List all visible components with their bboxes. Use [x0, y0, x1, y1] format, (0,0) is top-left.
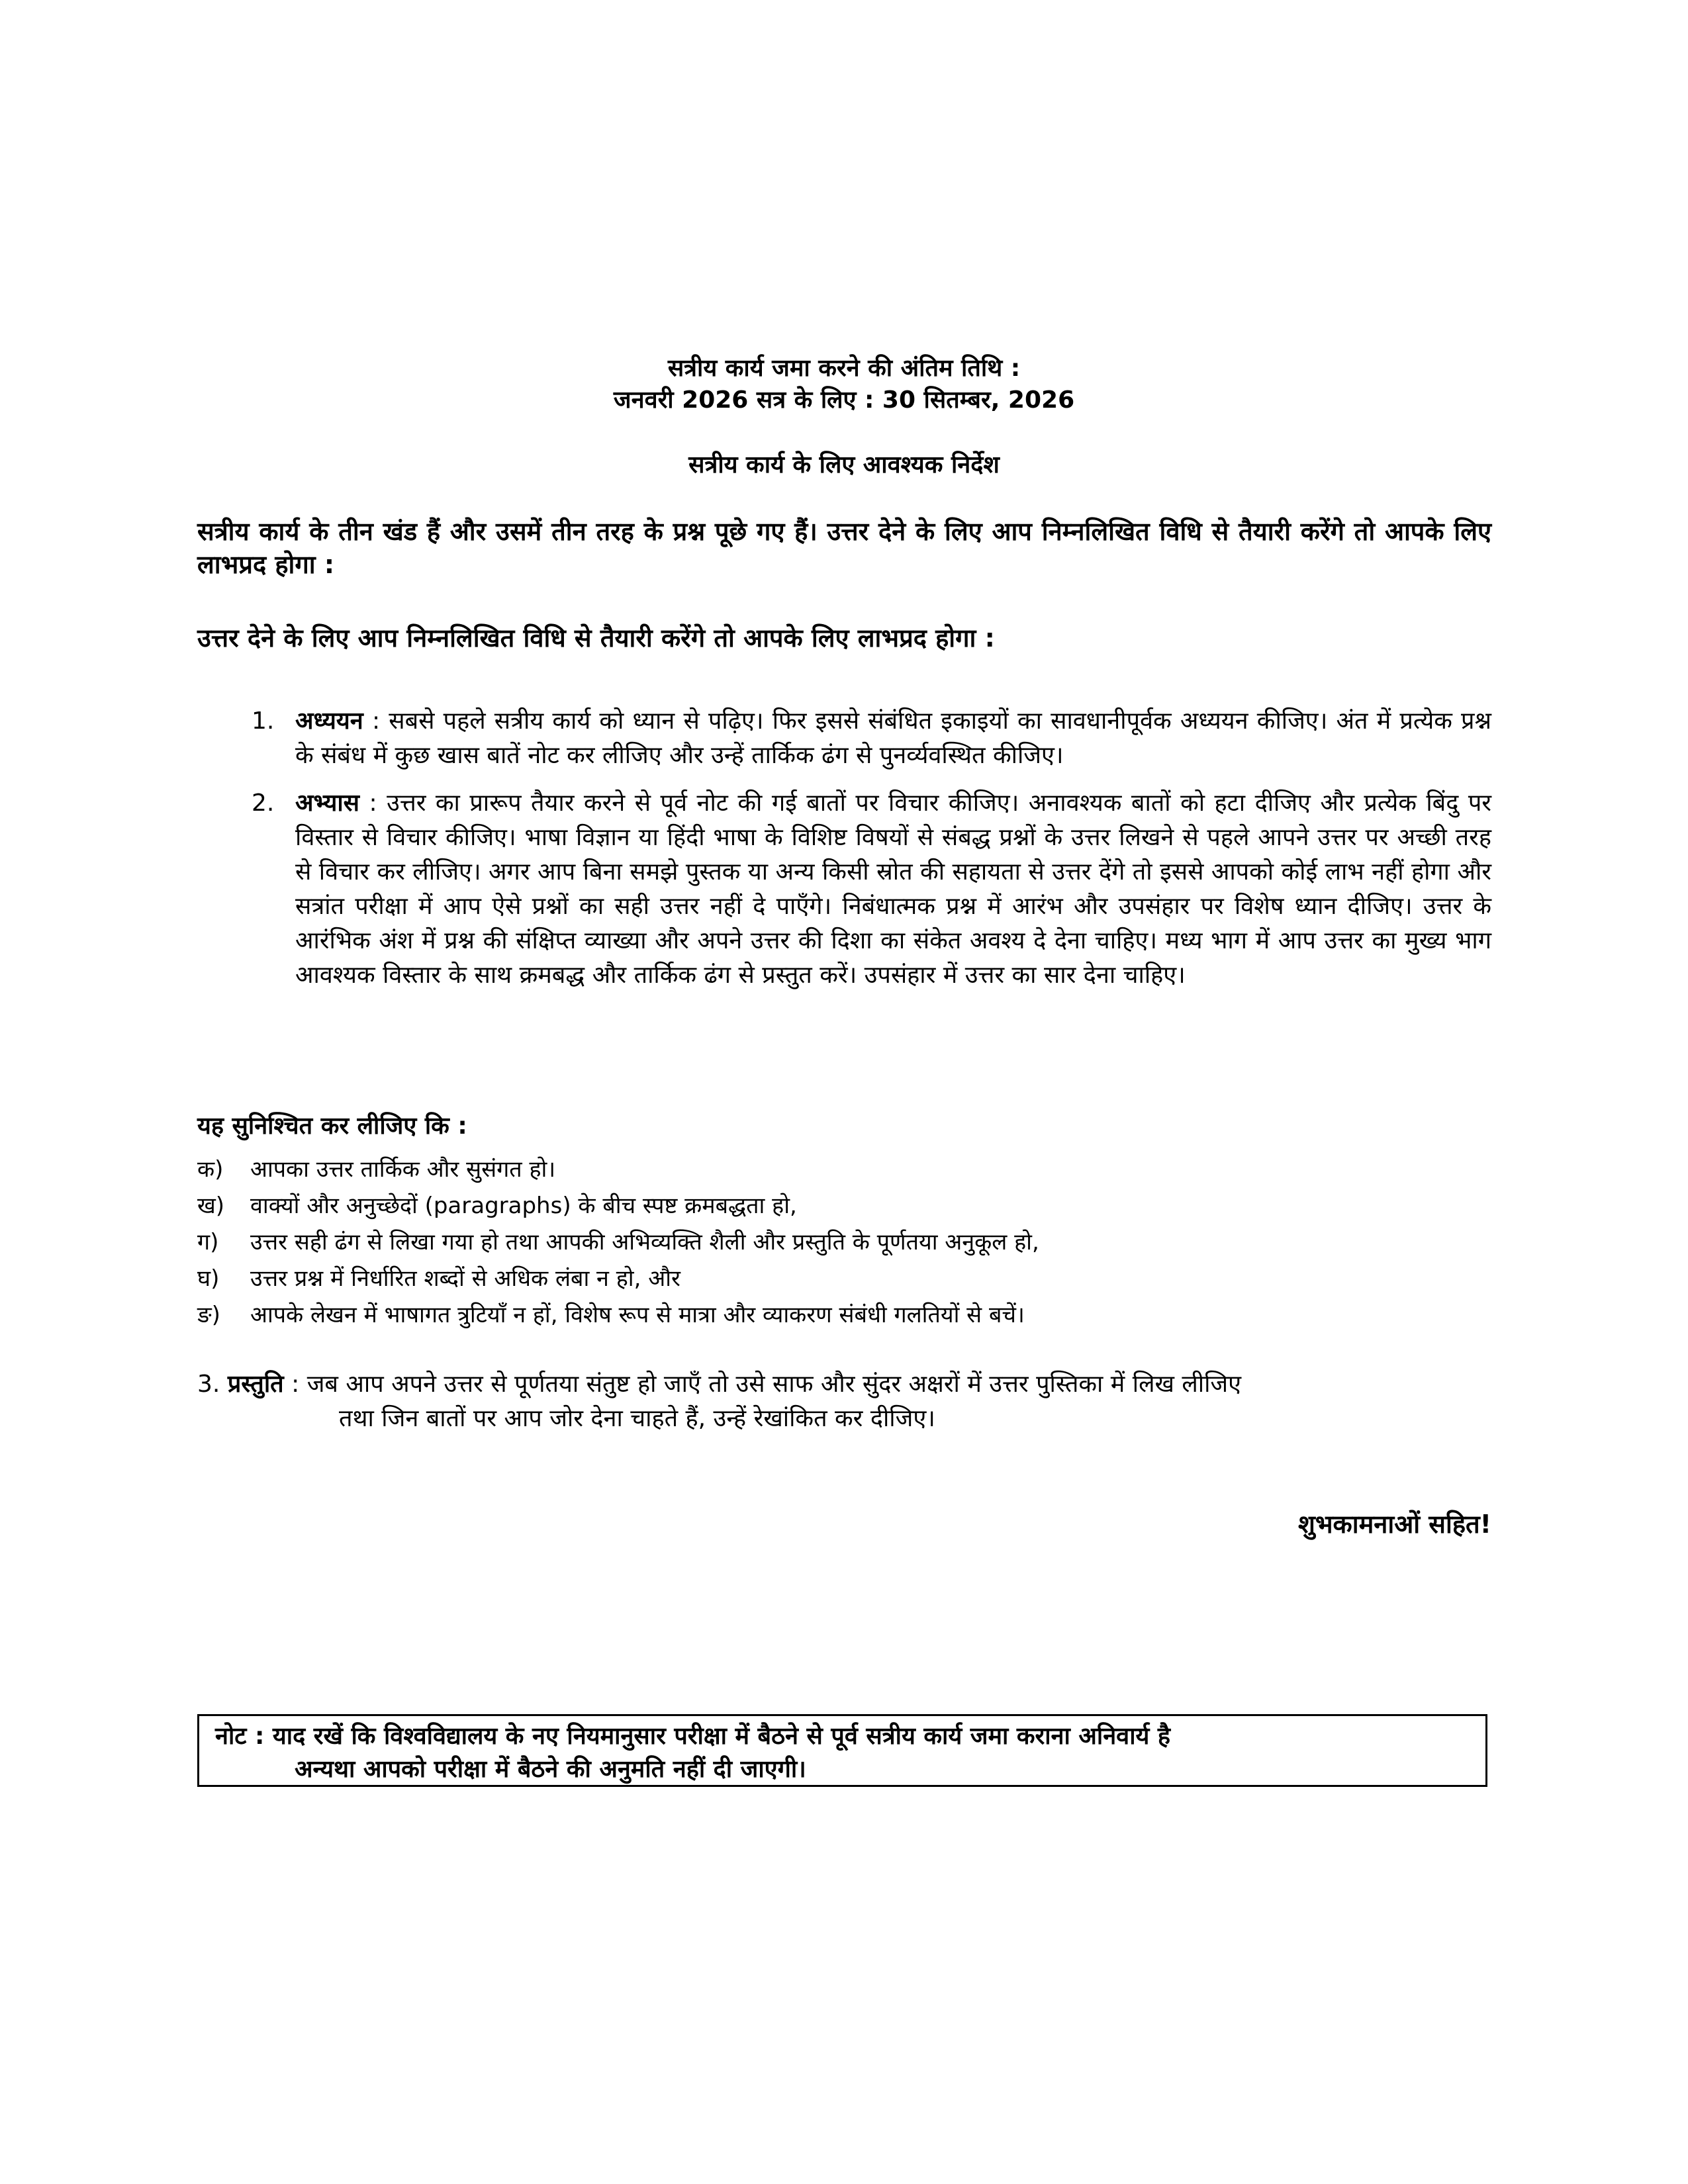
- step-practice: [252, 786, 1491, 993]
- step-number: 3.: [197, 1371, 220, 1398]
- note-line-1: नोट : याद रखें कि विश्वविद्यालय के नए नियमानुसार परीक्षा में बैठने से पूर्व सत्रीय कार्य जमा कराना अनिवार्य है: [215, 1723, 1171, 1750]
- item-text: वाक्यों और अनुच्छेदों (paragraphs) के बीच स्पष्ट क्रमबद्धता हो,: [250, 1193, 797, 1219]
- steps-list: [252, 704, 1491, 1006]
- list-item: [197, 1224, 1491, 1261]
- step-study: [252, 704, 1491, 773]
- list-item: [197, 1152, 1491, 1188]
- intro-paragraph: सत्रीय कार्य के तीन खंड हैं और उसमें तीन तरह के प्रश्न पूछे गए हैं। उत्तर देने के लिए आप निम्नलिखित विधि से तैयारी करेंगे तो आपके लिए लाभप्रद होगा :: [197, 517, 1491, 579]
- deadline-line: जनवरी 2026 सत्र के लिए : 30 सितम्बर, 2026: [613, 387, 1075, 414]
- ensure-heading: यह सुनिश्चित कर लीजिए कि :: [197, 1113, 467, 1140]
- note-line-2: अन्यथा आपको परीक्षा में बैठने की अनुमति नहीं दी जाएगी।: [295, 1756, 806, 1783]
- closing-greeting: शुभकामनाओं सहित!: [1297, 1510, 1491, 1539]
- step-text: : उत्तर का प्रारूप तैयार करने से पूर्व नोट की गई बातों पर विचार कीजिए। अनावश्यक बातों को हटा दीजिए और प्रत्येक बिंदु पर विस्तार से विचार कीजिए। भाषा विज्ञान या हिंदी भाषा के विशिष्ट विषयों से संबद्ध प्रश्नों के उत्तर लिखने से पहले आपने उत्तर पर अच्छी तरह से विचार कर लीजिए। अगर आप बिना समझे पुस्तक या अन्य किसी स्रोत की सहायता से उत्तर देंगे तो इससे आपको कोई लाभ नहीं होगा और सत्रांत परीक्षा में आप ऐसे प्रश्नों का सही उत्तर नहीं दे पाएँगे। निबंधात्मक प्रश्न में आरंभ और उपसंहार पर विशेष ध्यान दीजिए। उत्तर के आरंभिक अंश में प्रश्न की संक्षिप्त व्याख्या और अपने उत्तर की दिशा का संकेत अवश्य दे देना चाहिए। मध्य भाग में आप उत्तर का मुख्य भाग आवश्यक विस्तार के साथ क्रमबद्ध और तार्किक ढंग से प्रस्तुत करें। उपसंहार में उत्तर का सार देना चाहिए।: [295, 790, 1491, 989]
- note-box: [197, 1714, 1487, 1787]
- list-item: [197, 1297, 1491, 1334]
- step-term: प्रस्तुति: [227, 1371, 284, 1398]
- deadline-title: सत्रीय कार्य जमा करने की अंतिम तिथि :: [667, 355, 1021, 382]
- instructions-title: सत्रीय कार्य के लिए आवश्यक निर्देश: [688, 451, 1000, 478]
- list-item: [197, 1188, 1491, 1224]
- list-item: [197, 1261, 1491, 1297]
- step-term: अध्ययन: [295, 707, 363, 735]
- step-text: : सबसे पहले सत्रीय कार्य को ध्यान से पढ़िए। फिर इससे संबंधित इकाइयों का सावधानीपूर्वक अध्ययन कीजिए। अंत में प्रत्येक प्रश्न के संबंध में कुछ खास बातें नोट कर लीजिए और उन्हें तार्किक ढंग से पुनर्व्यवस्थित कीजिए।: [295, 707, 1491, 769]
- presentation-line-1: [197, 1367, 1491, 1402]
- item-text: आपके लेखन में भाषागत त्रुटियाँ न हों, विशेष रूप से मात्रा और व्याकरण संबंधी गलतियों से बचें।: [250, 1302, 1025, 1328]
- item-marker: ङ): [197, 1302, 220, 1328]
- step-text: : जब आप अपने उत्तर से पूर्णतया संतुष्ट हो जाएँ तो उसे साफ और सुंदर अक्षरों में उत्तर पुस्तिका में लिख लीजिए: [283, 1371, 1242, 1398]
- item-text: उत्तर प्रश्न में निर्धारित शब्दों से अधिक लंबा न हो, और: [250, 1265, 680, 1292]
- step-term: अभ्यास: [295, 790, 360, 817]
- ensure-list: [197, 1152, 1491, 1334]
- presentation-line-2: तथा जिन बातों पर आप जोर देना चाहते हैं, उन्हें रेखांकित कर दीजिए।: [339, 1405, 935, 1432]
- item-marker: घ): [197, 1265, 220, 1292]
- item-marker: क): [197, 1156, 224, 1183]
- step-number: 1.: [252, 707, 275, 735]
- step-number: 2.: [252, 790, 275, 817]
- item-text: आपका उत्तर तार्किक और सुसंगत हो।: [250, 1156, 556, 1183]
- item-marker: ख): [197, 1193, 225, 1219]
- intro-repeat: उत्तर देने के लिए आप निम्नलिखित विधि से तैयारी करेंगे तो आपके लिए लाभप्रद होगा :: [197, 623, 995, 653]
- presentation-step: [197, 1367, 1491, 1436]
- item-marker: ग): [197, 1229, 219, 1255]
- item-text: उत्तर सही ढंग से लिखा गया हो तथा आपकी अभिव्यक्ति शैली और प्रस्तुति के पूर्णतया अनुकूल हो,: [250, 1229, 1039, 1255]
